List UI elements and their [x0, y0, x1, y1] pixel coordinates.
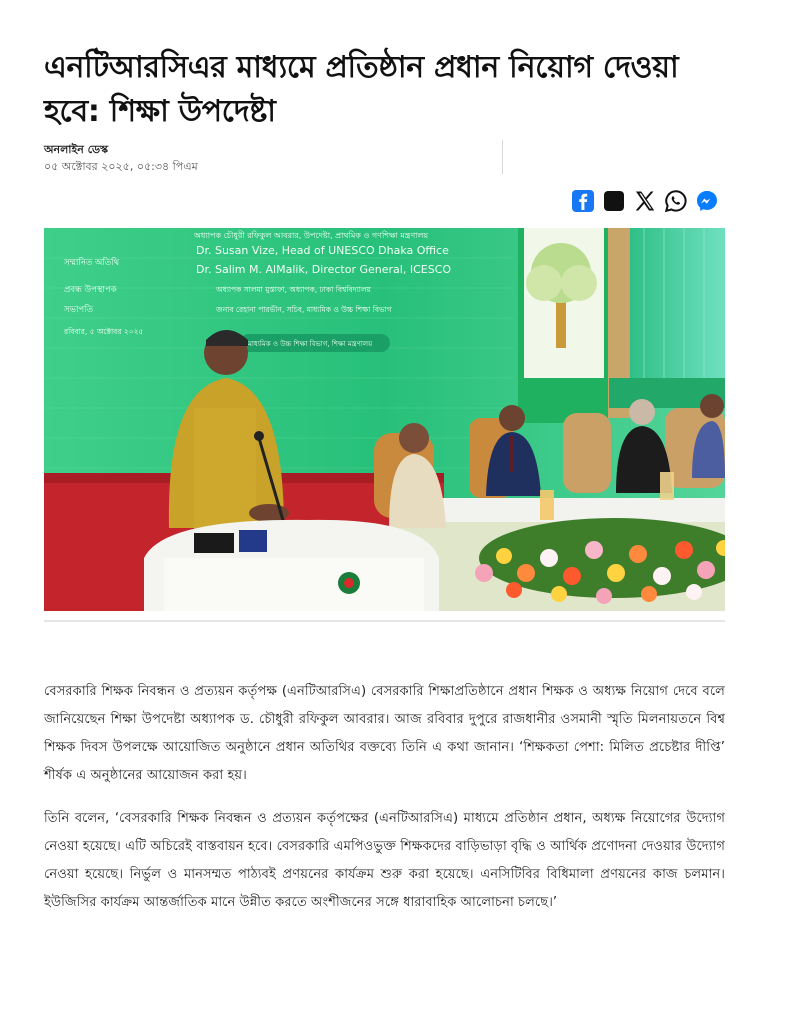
banner-line: Dr. Susan Vize, Head of UNESCO Dhaka Office	[196, 244, 449, 257]
author-name[interactable]: অনলাইন ডেস্ক	[44, 143, 109, 156]
banner-line: Dr. Salim M. AlMalik, Director General, ICESCO	[196, 263, 452, 276]
article-paragraph: তিনি বলেন, ‘বেসরকারি শিক্ষক নিবন্ধন ও প্রত্যয়ন কর্তৃপক্ষের (এনটিআরসিএ) মাধ্যমে প্রতিষ্ঠান প্রধান, অধ্যক্ষ নিয়োগের উদ্যোগ নেওয়া হয়েছে। এটি অচিরেই বাস্তবায়ন হবে। বেসরকারি এমপিওভুক্ত শিক্ষকদের বাড়িভাড়া বৃদ্ধি ও আর্থিক প্রণোদনা দেওয়ার উদ্যোগ নেওয়া হয়েছে। নির্ভুল ও মানসম্মত পাঠ্যবই প্রণয়নের কার্যক্রম শুরু করা হয়েছে। এনসিটিবির বিধিমালা প্রণয়নের কাজ চলমান। ইউজিসির কার্যক্রম আন্তর্জাতিক মানে উন্নীত করতে অংশীজনের সঙ্গে ধারাবাহিক আলোচনা চলছে।’	[44, 811, 725, 910]
publish-date: ০৫ অক্টোবর ২০২৫, ০৫:৩৪ পিএম	[44, 160, 198, 173]
banner-line: অধ্যাপক চৌধুরী রফিকুল আবরার, উপদেষ্টা, প্রাথমিক ও গণশিক্ষা মন্ত্রণালয়	[194, 231, 429, 240]
copy-icon[interactable]	[601, 188, 626, 213]
banner-line: মাধ্যমিক ও উচ্চ শিক্ষা বিভাগ, শিক্ষা মন্ত্রণালয়	[248, 340, 373, 348]
banner-line: সম্মানিত অতিথি	[64, 258, 120, 268]
article-photo	[44, 228, 725, 611]
article-headline: এনটিআরসিএর মাধ্যমে প্রতিষ্ঠান প্রধান নিয়োগ দেওয়া হবে: শিক্ষা উপদেষ্টা	[44, 50, 679, 129]
banner-line: রবিবার, ৫ অক্টোবর ২০২৫	[64, 327, 144, 336]
whatsapp-icon[interactable]	[663, 188, 688, 213]
share-bar	[570, 188, 719, 213]
content-divider	[44, 620, 725, 622]
x-icon[interactable]	[632, 188, 657, 213]
banner-line: সভাপতি	[64, 305, 93, 315]
byline-divider	[502, 140, 503, 174]
article-body	[44, 678, 725, 932]
banner-line: প্রবন্ধ উপস্থাপক	[64, 285, 117, 295]
article-paragraph: বেসরকারি শিক্ষক নিবন্ধন ও প্রত্যয়ন কর্তৃপক্ষ (এনটিআরসিএ) বেসরকারি শিক্ষাপ্রতিষ্ঠানে প্রধান শিক্ষক ও অধ্যক্ষ নিয়োগ দেবে বলে জানিয়েছেন শিক্ষা উপদেষ্টা অধ্যাপক ড. চৌধুরী রফিকুল আবরার। আজ রবিবার দুপুরে রাজধানীর ওসমানী স্মৃতি মিলনায়তনে বিশ্ব শিক্ষক দিবস উপলক্ষে আয়োজিত অনুষ্ঠানে প্রধান অতিথির বক্তব্যে তিনি এ কথা জানান। ‘শিক্ষকতা পেশা: মিলিত প্রচেষ্টার দীপ্তি’ শীর্ষক এ অনুষ্ঠানের আয়োজন করা হয়।	[44, 684, 725, 783]
banner-line: অধ্যাপক সালমা মুস্তাফা, অধ্যাপক, ঢাকা বিশ্ববিদ্যালয়	[216, 285, 371, 294]
messenger-icon[interactable]	[694, 188, 719, 213]
byline	[44, 143, 198, 175]
facebook-icon[interactable]	[570, 188, 595, 213]
banner-line: জনাব রেহানা পারভীন, সচিব, মাধ্যমিক ও উচ্চ শিক্ষা বিভাগ	[216, 305, 392, 314]
